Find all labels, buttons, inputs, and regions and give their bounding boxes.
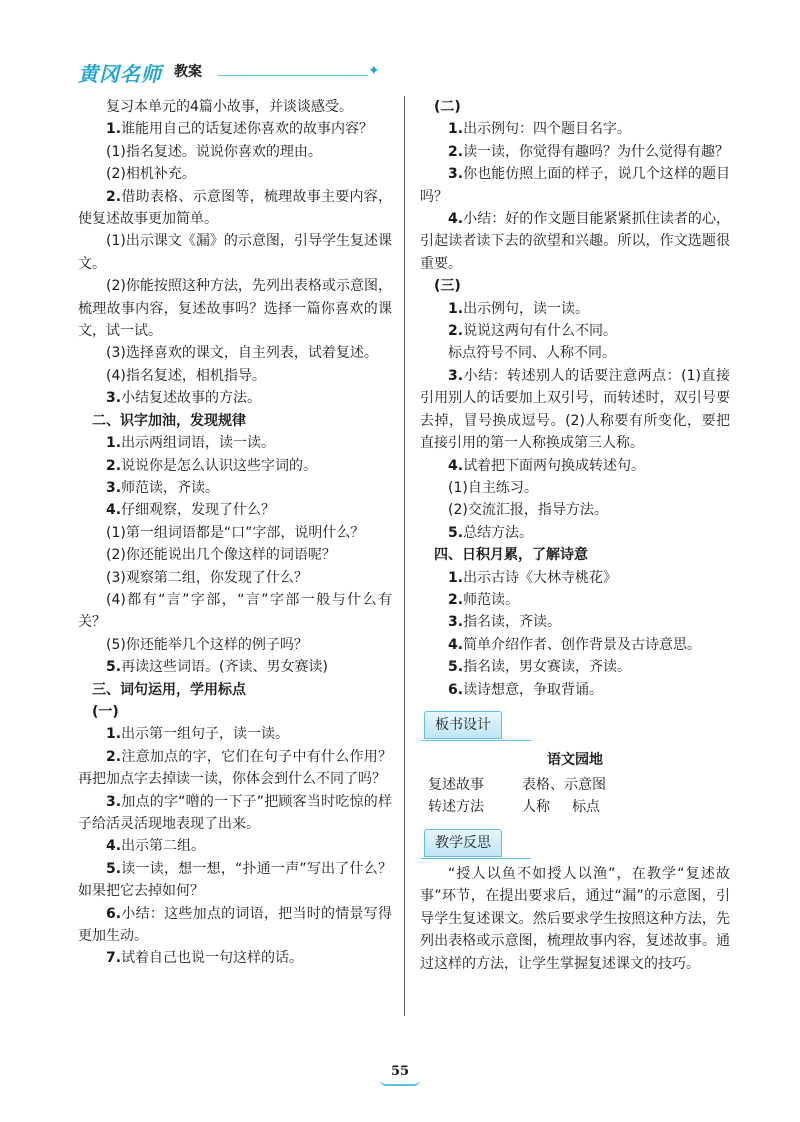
board-cell: 标点: [572, 799, 600, 816]
paragraph: 5.读一读，想一想，“扑通一声”写出了什么？如果把它去掉如何？: [78, 860, 392, 900]
board-cell: 复述故事: [428, 776, 484, 793]
paragraph: 1.出示第一组句子，读一读。: [106, 726, 290, 743]
paragraph: 3.小结：转述别人的话要注意两点：(1)直接引用别人的话要加上双引号，而转述时，双引号要去掉，冒号换成逗号。(2)人称要有所变化，要把直接引用的第一人称换成第三人称。: [420, 367, 730, 452]
paragraph: 2.注意加点的字，它们在句子中有什么作用？再把加点字去掉读一读，你体会到什么不同了吗？: [78, 748, 392, 788]
paragraph: 1.谁能用自己的话复述你喜欢的故事内容？: [106, 121, 374, 138]
right-column: [420, 96, 730, 975]
board-design-label: 板书设计: [424, 711, 502, 739]
paragraph: (1)第一组词语都是“口”字部，说明什么？: [106, 524, 365, 541]
subsection-heading: (一): [92, 703, 119, 720]
paragraph: 1.出示两组词语，读一读。: [106, 435, 276, 452]
paragraph: (5)你还能举几个这样的例子吗？: [106, 636, 308, 653]
paragraph: 1.出示例句，读一读。: [448, 300, 590, 317]
reflection-label: 教学反思: [424, 829, 502, 857]
board-cell: 人称: [522, 799, 550, 816]
paragraph: 2.说说你是怎么认识这些字词的。: [106, 457, 318, 474]
paragraph: (2)你能按照这种方法，先列出表格或示意图，梳理故事内容，复述故事吗？选择一篇你喜欢的课文，试一试。: [78, 278, 392, 340]
board-cell: 转述方法: [428, 799, 484, 816]
section-heading: 二、识字加油，发现规律: [92, 412, 246, 429]
section-heading: 四、日积月累，了解诗意: [434, 547, 588, 564]
page-number: 55: [390, 1064, 410, 1079]
paragraph: (1)出示课文《漏》的示意图，引导学生复述课文。: [78, 233, 392, 272]
paragraph: (1)指名复述。说说你喜欢的理由。: [106, 143, 322, 160]
paragraph: 标点符号不同、人称不同。: [448, 345, 616, 362]
paragraph: 3.师范读，齐读。: [106, 479, 220, 496]
paragraph: (3)选择喜欢的课文，自主列表，试着复述。: [106, 345, 378, 362]
paragraph: 4.试着把下面两句换成转述句。: [448, 457, 646, 474]
paragraph: 5.再读这些词语。(齐读、男女赛读): [106, 659, 328, 676]
left-column: [78, 96, 392, 970]
paragraph: 3.你也能仿照上面的样子，说几个这样的题目吗？: [420, 166, 730, 205]
paragraph: 3.指名读，齐读。: [448, 614, 562, 631]
paragraph: 4.出示第二组。: [106, 838, 206, 855]
paragraph: 5.指名读，男女赛读，齐读。: [448, 659, 632, 676]
paragraph: (2)相机补充。: [106, 166, 196, 183]
board-title: 语文园地: [547, 752, 603, 769]
subsection-heading: (二): [434, 99, 461, 115]
section-heading: 三、词句运用，学用标点: [92, 681, 246, 698]
reflection-paragraph: “授人以鱼不如授人以渔”，在教学“复述故事”环节，在提出要求后，通过“漏”的示意图，引导学生复述课文。然后要求学生按照这种方法，先列出表格或示意图，梳理故事内容，复述故事。通过这样的方法，让学生掌握复述课文的技巧。: [420, 866, 730, 972]
brand-logo: 黄冈名师: [78, 62, 162, 86]
brand-subtitle: 教案: [174, 64, 202, 80]
paragraph: 1.出示例句：四个题目名字。: [448, 121, 632, 138]
paragraph: (2)你还能说出几个像这样的词语呢？: [106, 547, 336, 564]
paragraph: (1)自主练习。: [448, 479, 538, 496]
sparkle-icon: ✦: [368, 63, 380, 79]
paragraph: 4.小结：好的作文题目能紧紧抓住读者的心，引起读者读下去的欲望和兴趣。所以，作文选题很重要。: [420, 211, 730, 272]
paragraph: 1.出示古诗《大林寺桃花》: [448, 569, 618, 586]
paragraph: 4.简单介绍作者、创作背景及古诗意思。: [448, 636, 702, 653]
paragraph: 6.读诗想意，争取背诵。: [448, 681, 604, 698]
board-row: [420, 774, 730, 796]
paragraph: 6.小结：这些加点的词语，把当时的情景写得更加生动。: [78, 905, 392, 945]
paragraph: (4)都有“言”字部，“言”字部一般与什么有关？: [78, 591, 392, 631]
page-number-ornament: [380, 1080, 420, 1086]
paragraph: 2.师范读。: [448, 591, 520, 608]
paragraph: 5.总结方法。: [448, 524, 534, 541]
paragraph: 2.说说这两句有什么不同。: [448, 323, 618, 340]
board-row: [420, 796, 730, 818]
paragraph: 4.仔细观察，发现了什么？: [106, 502, 276, 519]
paragraph: 2.读一读，你觉得有趣吗？为什么觉得有趣？: [448, 143, 730, 160]
paragraph: 7.试着自己也说一句这样的话。: [106, 950, 304, 967]
paragraph: 2.借助表格、示意图等，梳理故事主要内容，使复述故事更加简单。: [78, 188, 392, 228]
paragraph: (2)交流汇报，指导方法。: [448, 502, 608, 519]
page-header: [78, 58, 380, 86]
paragraph: 3.加点的字“噌的一下子”把顾客当时吃惊的样子给活灵活现地表现了出来。: [78, 793, 392, 832]
paragraph: 复习本单元的4篇小故事，并谈谈感受。: [106, 99, 353, 115]
column-divider: [404, 96, 405, 1016]
header-rule: [218, 75, 368, 76]
board-cell: 表格、示意图: [522, 776, 606, 793]
paragraph: (3)观察第二组，你发现了什么？: [106, 569, 308, 586]
subsection-heading: (三): [434, 278, 461, 295]
paragraph: 3.小结复述故事的方法。: [106, 390, 262, 407]
paragraph: (4)指名复述，相机指导。: [106, 367, 266, 384]
